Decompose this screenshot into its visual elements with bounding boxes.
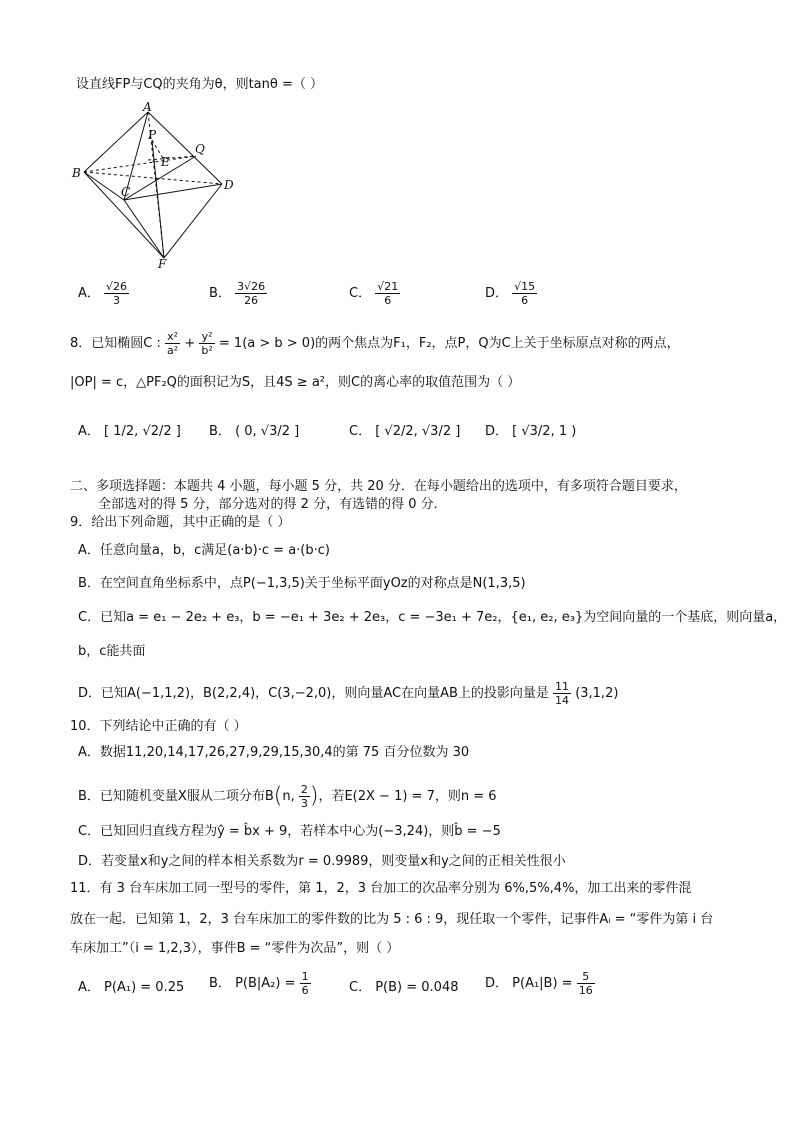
q8-text-b: +: [184, 336, 196, 351]
option-body: P(A₁|B) =: [512, 976, 573, 991]
frac-num: 5: [577, 970, 595, 984]
option-key: B．: [209, 286, 231, 301]
q9-option-a[interactable]: A．任意向量a，b，c满足(a·b)·c = a·(b·c): [78, 543, 330, 558]
q8-line1: [70, 330, 680, 357]
option-key: A．: [78, 980, 100, 995]
q11-line1: 11．有 3 台车床加工同一型号的零件，第 1，2，3 台加工的次品率分别为 6%,5%,4%，加工出来的零件混: [70, 881, 692, 896]
frac-num: 11: [555, 680, 570, 693]
q10-b-text: B．已知随机变量X服从二项分布B: [78, 789, 274, 804]
q11-option-b[interactable]: [209, 970, 311, 997]
q8-option-b[interactable]: [209, 420, 299, 439]
q9-option-c-line1[interactable]: C．已知a = e₁ − 2e₂ + e₃，b = −e₁ + 3e₂ + 2e₃，c = −3e₁ + 7e₂，{e₁, e₂, e₃}为空间向量的一个基底，则向量a，: [78, 610, 787, 625]
option-key: B．: [209, 976, 231, 991]
q10-b-mid: n,: [282, 789, 295, 804]
frac-den: a²: [167, 344, 179, 357]
q8-option-a[interactable]: [78, 420, 181, 439]
q8-text-c: = 1(a > b > 0)的两个焦点为F₁，F₂，点P，Q为C上关于坐标原点对称的两点，: [218, 336, 680, 351]
q10-option-d[interactable]: D．若变量x和y之间的样本相关系数为r = 0.9989，则变量x和y之间的正相关性很小: [78, 854, 566, 869]
q7-option-c[interactable]: [349, 280, 400, 307]
section2-line2: 全部选对的得 5 分，部分选对的得 2 分，有选错的得 0 分．: [98, 497, 447, 512]
option-body: [ √3/2, 1 ): [512, 424, 577, 439]
q8-text-a: 8．已知椭圆C :: [70, 336, 161, 351]
label-f: F: [158, 257, 167, 268]
right-paren: ): [309, 783, 319, 809]
frac-den: 6: [301, 984, 309, 997]
frac-num: y²: [199, 330, 214, 344]
option-key: A．: [78, 424, 100, 439]
option-den: 6: [521, 294, 529, 307]
q10-option-c[interactable]: C．已知回归直线方程为ŷ = b̂x + 9，若样本中心为(−3,24)，则b̂ = −5: [78, 824, 501, 839]
option-key: D．: [485, 976, 509, 991]
option-den: 6: [384, 294, 392, 307]
q7-option-a[interactable]: [78, 280, 129, 307]
option-body: ( 0, √3/2 ]: [235, 424, 300, 439]
q8-option-d[interactable]: [485, 420, 576, 439]
option-num: 3√26: [237, 280, 266, 293]
option-den: 26: [244, 294, 259, 307]
option-body: P(A₁) = 0.25: [104, 980, 185, 995]
option-num: √15: [514, 280, 536, 293]
label-a: A: [143, 100, 152, 114]
option-key: B．: [209, 424, 231, 439]
option-key: C．: [349, 424, 372, 439]
q10-b-text2: ，若E(2X − 1) = 7，则n = 6: [318, 789, 497, 804]
q10-option-a[interactable]: A．数据11,20,14,17,26,27,9,29,15,30,4的第 75 百分位数为 30: [78, 745, 470, 760]
label-q: Q: [195, 142, 205, 156]
option-key: C．: [349, 980, 372, 995]
q7-stem: 设直线FP与CQ的夹角为θ，则tanθ =（ ）: [76, 77, 323, 92]
frac-den: 3: [300, 797, 308, 810]
q9-d-vector: (3,1,2): [575, 686, 619, 701]
label-e: E: [161, 155, 170, 169]
option-body: [ √2/2, √3/2 ]: [375, 424, 461, 439]
q11-option-d[interactable]: [485, 970, 595, 997]
label-d: D: [224, 178, 234, 192]
q7-option-d[interactable]: [485, 280, 537, 307]
option-body: P(B|A₂) =: [235, 976, 296, 991]
q9-option-b[interactable]: B．在空间直角坐标系中，点P(−1,3,5)关于坐标平面yOz的对称点是N(1,3,5): [78, 576, 526, 591]
option-key: A．: [78, 286, 100, 301]
q10-option-b[interactable]: [78, 783, 497, 810]
left-paren: (: [273, 783, 283, 809]
frac-den: 14: [555, 694, 570, 707]
q9-option-c-line2: b，c能共面: [78, 644, 146, 659]
option-body: P(B) = 0.048: [375, 980, 459, 995]
q8-line2: |OP| = c，△PF₂Q的面积记为S，且4S ≥ a²，则C的离心率的取值范围为（ ）: [70, 375, 521, 390]
frac-num: x²: [165, 330, 180, 344]
q7-option-b[interactable]: [209, 280, 267, 307]
frac-den: 16: [578, 984, 593, 997]
q10-stem: 10．下列结论中正确的有（ ）: [70, 719, 247, 734]
q11-line3: 车床加工”（i = 1,2,3），事件B = “零件为次品”，则（ ）: [70, 941, 400, 956]
option-key: D．: [485, 286, 509, 301]
q9-stem: 9．给出下列命题，其中正确的是（ ）: [70, 515, 291, 530]
q9-d-text: D．已知A(−1,1,2)，B(2,2,4)，C(3,−2,0)，则向量AC在向量AB上的投影向量是: [78, 686, 549, 701]
option-key: C．: [349, 286, 372, 301]
option-key: D．: [485, 424, 509, 439]
label-b: B: [72, 166, 81, 180]
frac-num: 1: [301, 970, 309, 983]
octahedron-figure: [66, 98, 246, 268]
frac-num: 2: [300, 783, 308, 796]
q8-option-c[interactable]: [349, 420, 460, 439]
q11-option-c[interactable]: [349, 976, 459, 995]
option-num: √21: [377, 280, 399, 293]
frac-den: b²: [201, 344, 213, 357]
option-den: 3: [113, 294, 121, 307]
label-c: C: [121, 185, 131, 199]
section2-line1: 二、多项选择题：本题共 4 小题，每小题 5 分，共 20 分．在每小题给出的选项中，有多项符合题目要求，: [70, 479, 687, 494]
q11-line2: 放在一起．已知第 1，2，3 台车床加工的零件数的比为 5 : 6 : 9，现任取一个零件，记事件Aᵢ = “零件为第 i 台: [70, 912, 714, 927]
q9-option-d[interactable]: [78, 680, 618, 707]
q11-option-a[interactable]: [78, 976, 184, 995]
option-num: √26: [106, 280, 128, 293]
label-p: P: [148, 128, 157, 142]
option-body: [ 1/2, √2/2 ]: [104, 424, 181, 439]
